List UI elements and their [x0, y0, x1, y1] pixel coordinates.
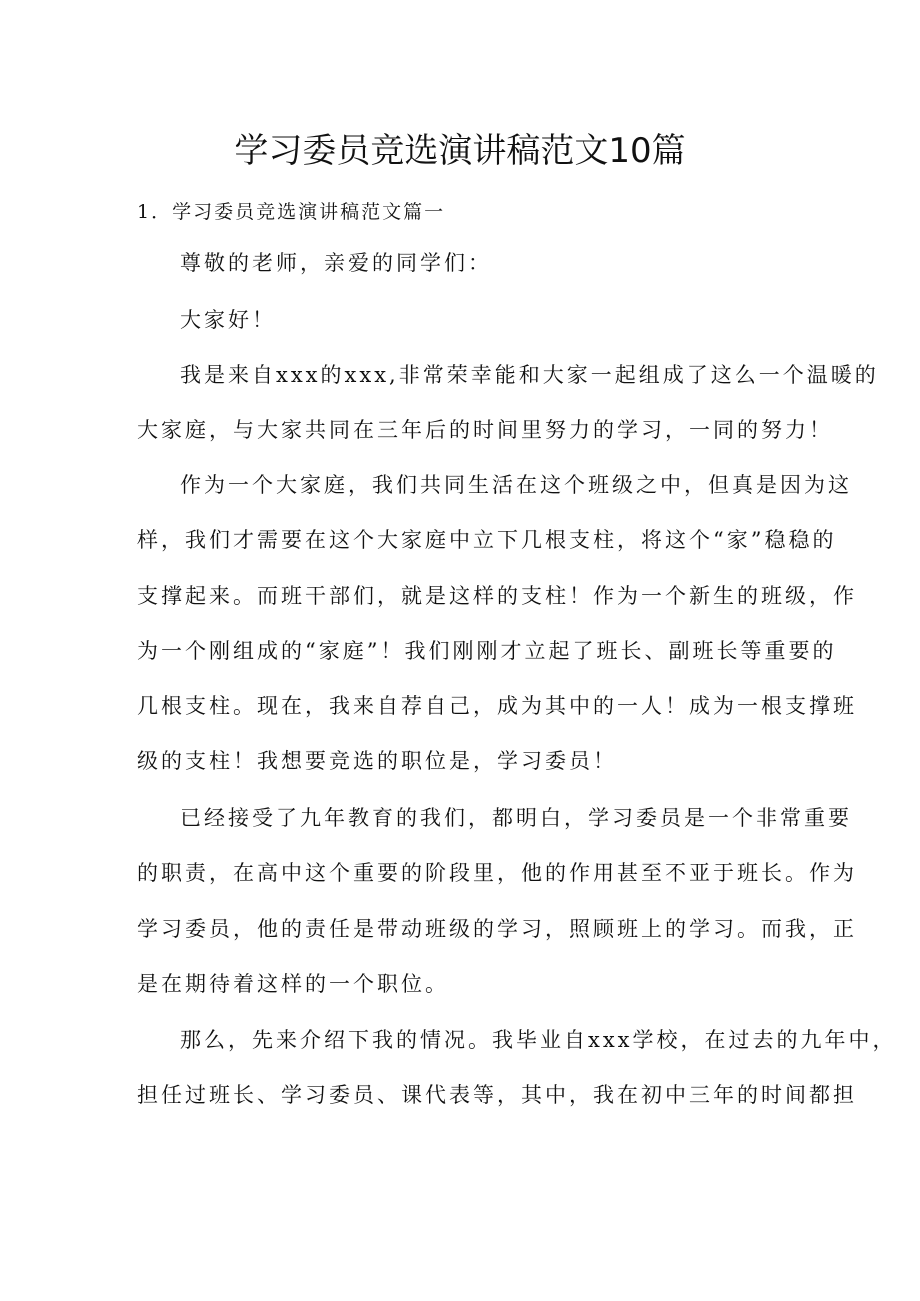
document-title: 学习委员竞选演讲稿范文10篇	[234, 131, 686, 171]
paragraph-line: 支撑起来。而班干部们，就是这样的支柱！作为一个新生的班级，作	[137, 584, 857, 608]
salutation-line: 尊敬的老师，亲爱的同学们：	[180, 251, 492, 275]
paragraph-line: 学习委员，他的责任是带动班级的学习，照顾班上的学习。而我，正	[137, 917, 857, 941]
paragraph-line: 已经接受了九年教育的我们，都明白，学习委员是一个非常重要	[180, 806, 852, 830]
paragraph-line: 样，我们才需要在这个大家庭中立下几根支柱，将这个“家”稳稳的	[137, 528, 837, 552]
paragraph-line: 级的支柱！我想要竞选的职位是，学习委员！	[137, 749, 617, 773]
paragraph-line: 担任过班长、学习委员、课代表等，其中，我在初中三年的时间都担	[137, 1083, 857, 1107]
paragraph-line: 作为一个大家庭，我们共同生活在这个班级之中，但真是因为这	[180, 473, 852, 497]
paragraph-line: 的职责，在高中这个重要的阶段里，他的作用甚至不亚于班长。作为	[137, 861, 857, 885]
paragraph-line: 那么，先来介绍下我的情况。我毕业自xxx学校，在过去的九年中，	[180, 1028, 897, 1052]
paragraph-line: 大家庭，与大家共同在三年后的时间里努力的学习，一同的努力！	[137, 418, 833, 442]
section-heading: 1．学习委员竞选演讲稿范文篇一	[137, 201, 446, 223]
paragraph-line: 几根支柱。现在，我来自荐自己，成为其中的一人！成为一根支撑班	[137, 694, 857, 718]
paragraph-line: 为一个刚组成的“家庭”！我们刚刚才立起了班长、副班长等重要的	[137, 639, 837, 663]
paragraph-line: 是在期待着这样的一个职位。	[137, 972, 449, 996]
greeting-line: 大家好！	[180, 308, 276, 332]
paragraph-line: 我是来自xxx的xxx,非常荣幸能和大家一起组成了这么一个温暖的	[180, 363, 879, 387]
